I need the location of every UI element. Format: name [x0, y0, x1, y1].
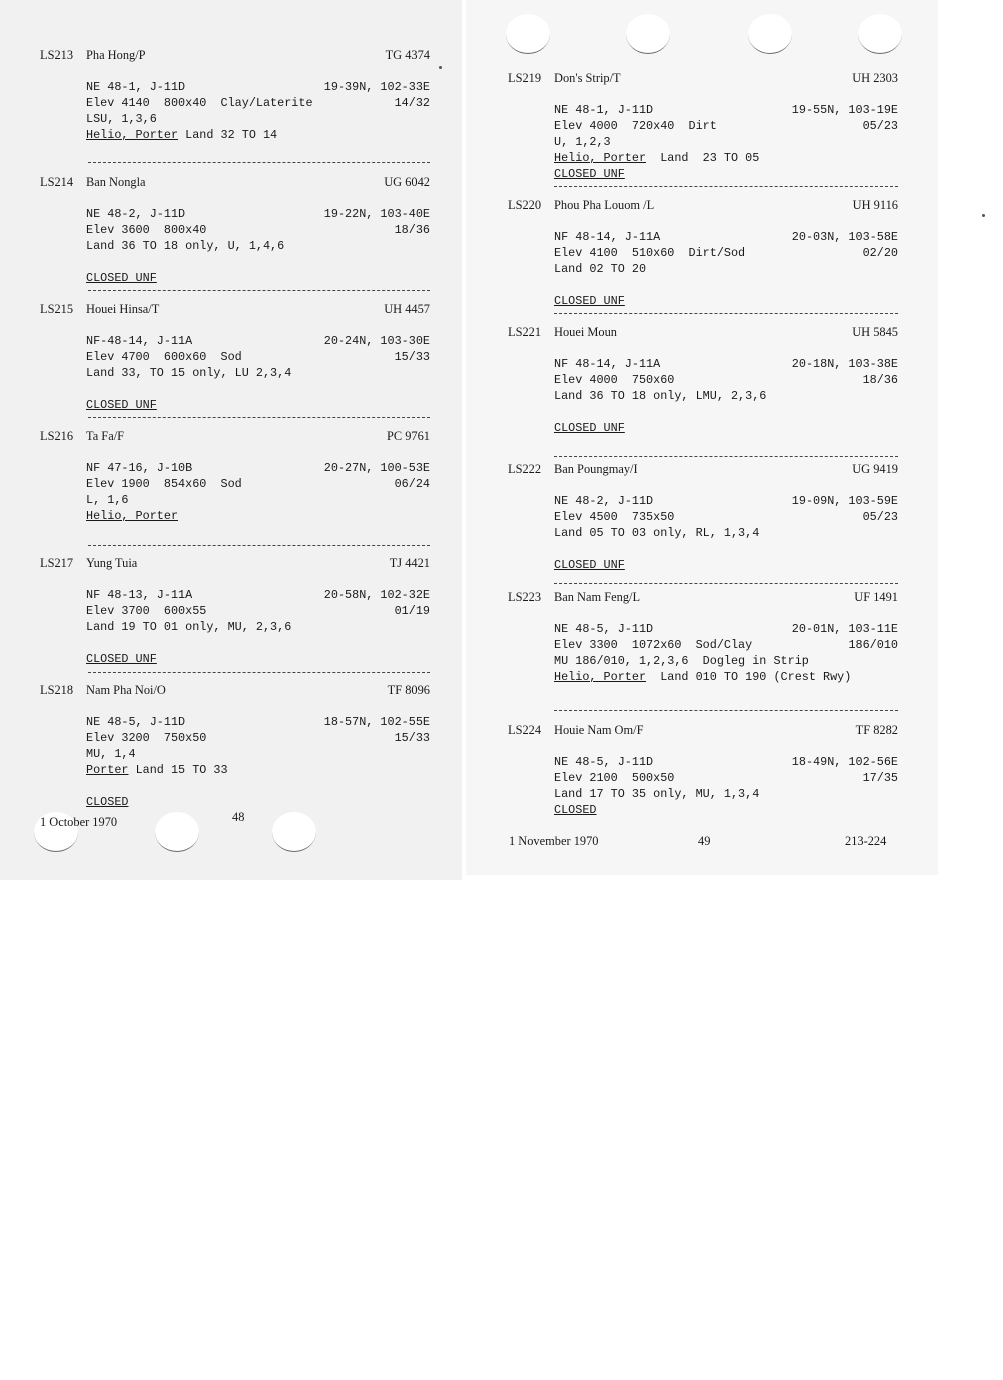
- detail-line: [86, 746, 430, 762]
- grid-reference: UH 9116: [852, 198, 898, 212]
- detail-line: [554, 509, 898, 525]
- status-closed: CLOSED UNF: [554, 167, 625, 181]
- dashed-separator: [554, 710, 898, 711]
- detail-text: Elev 3200 750x50: [86, 731, 207, 745]
- detail-text: Elev 4000 750x60: [554, 373, 675, 387]
- coordinates: 19-55N, 103-19E: [791, 103, 898, 117]
- airstrip-entry-ls224: [508, 722, 898, 818]
- grid-reference: UG 6042: [384, 175, 430, 189]
- detail-line: [554, 525, 898, 541]
- runway-headings: 14/32: [394, 96, 430, 110]
- airstrip-entry-ls215: [40, 301, 430, 413]
- detail-line: [554, 372, 898, 388]
- detail-line: [86, 397, 430, 413]
- site-id: LS223: [508, 590, 542, 604]
- aircraft-types: Helio, Porter: [86, 128, 179, 142]
- grid-reference: TJ 4421: [389, 556, 430, 570]
- detail-text: Land 010 TO 190 (Crest Rwy): [646, 670, 852, 684]
- site-id: LS218: [40, 683, 74, 697]
- entry-details: [554, 356, 898, 436]
- detail-line: [86, 222, 430, 238]
- grid-reference: UF 1491: [854, 590, 898, 604]
- detail-text: Land 36 TO 18 only, LMU, 2,3,6: [554, 389, 767, 403]
- airstrip-entry-ls223: [508, 589, 898, 685]
- detail-line: [86, 762, 430, 778]
- entry-details: [554, 754, 898, 818]
- detail-text: Land 32 TO 14: [178, 128, 278, 142]
- detail-text: Elev 4500 735x50: [554, 510, 675, 524]
- detail-line: [86, 111, 430, 127]
- site-name: Houie Nam Om/F: [554, 723, 644, 737]
- dashed-separator: [88, 417, 430, 418]
- detail-line: [554, 166, 898, 182]
- detail-text: Land 33, TO 15 only, LU 2,3,4: [86, 366, 292, 380]
- detail-text: MU 186/010, 1,2,3,6 Dogleg in Strip: [554, 654, 809, 668]
- dashed-separator: [554, 313, 898, 314]
- detail-line: [86, 476, 430, 492]
- detail-line: [554, 637, 898, 653]
- site-id: LS221: [508, 325, 542, 339]
- detail-line: [554, 102, 898, 118]
- airstrip-entry-ls220: [508, 197, 898, 309]
- runway-headings: 17/35: [862, 771, 898, 785]
- detail-text: U, 1,2,3: [554, 135, 611, 149]
- entry-header: [508, 589, 898, 605]
- detail-line: [554, 388, 898, 404]
- runway-headings: 15/33: [394, 350, 430, 364]
- site-id: LS217: [40, 556, 74, 570]
- detail-text: NF 48-14, J-11A: [554, 230, 661, 244]
- entry-details: [86, 460, 430, 524]
- detail-line: [86, 365, 430, 381]
- status-closed: CLOSED: [86, 795, 129, 809]
- status-closed: CLOSED UNF: [554, 294, 625, 308]
- entry-header: [40, 682, 430, 698]
- detail-line: [86, 635, 430, 651]
- detail-text: NE 48-5, J-11D: [86, 715, 186, 729]
- detail-line: [86, 492, 430, 508]
- site-id: LS213: [40, 48, 74, 62]
- entry-header: [40, 301, 430, 317]
- entry-details: [86, 714, 430, 810]
- coordinates: 20-27N, 100-53E: [323, 461, 430, 475]
- dashed-separator: [88, 672, 430, 673]
- detail-line: [554, 356, 898, 372]
- grid-reference: TF 8282: [855, 723, 898, 737]
- dashed-separator: [88, 290, 430, 291]
- detail-line: [86, 714, 430, 730]
- punch-hole-right-1: [506, 14, 550, 54]
- site-id: LS222: [508, 462, 542, 476]
- site-name: Phou Pha Louom /L: [554, 198, 655, 212]
- coordinates: 20-01N, 103-11E: [791, 622, 898, 636]
- site-id: LS220: [508, 198, 542, 212]
- entry-header: [508, 324, 898, 340]
- detail-text: Land 17 TO 35 only, MU, 1,3,4: [554, 787, 760, 801]
- detail-text: Elev 4140 800x40 Clay/Laterite: [86, 96, 313, 110]
- coordinates: 19-22N, 103-40E: [323, 207, 430, 221]
- detail-line: [86, 254, 430, 270]
- site-id: LS216: [40, 429, 74, 443]
- detail-line: [86, 778, 430, 794]
- dashed-separator: [88, 545, 430, 546]
- detail-line: [554, 245, 898, 261]
- detail-line: [554, 134, 898, 150]
- detail-text: MU, 1,4: [86, 747, 136, 761]
- status-closed: CLOSED UNF: [86, 652, 157, 666]
- detail-line: [86, 95, 430, 111]
- status-closed: CLOSED UNF: [554, 421, 625, 435]
- detail-text: NF 48-13, J-11A: [86, 588, 193, 602]
- runway-headings: 18/36: [862, 373, 898, 387]
- airstrip-entry-ls216: [40, 428, 430, 524]
- airstrip-entry-ls217: [40, 555, 430, 667]
- detail-line: [86, 587, 430, 603]
- entry-header: [508, 70, 898, 86]
- detail-line: [554, 669, 898, 685]
- detail-text: Elev 2100 500x50: [554, 771, 675, 785]
- right-footer-page-number: 49: [698, 834, 711, 848]
- detail-line: [554, 754, 898, 770]
- grid-reference: TF 8096: [387, 683, 430, 697]
- detail-line: [86, 460, 430, 476]
- entry-header: [508, 197, 898, 213]
- site-name: Ban Nongla: [86, 175, 146, 189]
- punch-hole-right-2: [626, 14, 670, 54]
- runway-headings: 01/19: [394, 604, 430, 618]
- entry-details: [86, 333, 430, 413]
- site-id: LS215: [40, 302, 74, 316]
- detail-text: Land 19 TO 01 only, MU, 2,3,6: [86, 620, 292, 634]
- status-closed: CLOSED UNF: [554, 558, 625, 572]
- detail-line: [554, 229, 898, 245]
- detail-line: [86, 619, 430, 635]
- left-footer-date: 1 October 1970: [40, 815, 118, 829]
- site-name: Ban Nam Feng/L: [554, 590, 641, 604]
- detail-text: NE 48-1, J-11D: [554, 103, 654, 117]
- site-name: Ta Fa/F: [86, 429, 125, 443]
- aircraft-types: Helio, Porter: [554, 151, 647, 165]
- detail-text: Elev 3300 1072x60 Sod/Clay: [554, 638, 753, 652]
- detail-text: Land 23 TO 05: [646, 151, 760, 165]
- site-name: Nam Pha Noi/O: [86, 683, 166, 697]
- runway-headings: 05/23: [862, 510, 898, 524]
- detail-text: Land 15 TO 33: [128, 763, 228, 777]
- entry-header: [508, 722, 898, 738]
- coordinates: 20-03N, 103-58E: [791, 230, 898, 244]
- dashed-separator: [554, 456, 898, 457]
- punch-hole-right-4: [858, 14, 902, 54]
- detail-line: [554, 277, 898, 293]
- detail-line: [86, 730, 430, 746]
- entry-details: [554, 229, 898, 309]
- detail-text: NF-48-14, J-11A: [86, 334, 193, 348]
- detail-line: [86, 206, 430, 222]
- detail-line: [86, 333, 430, 349]
- detail-line: [86, 127, 430, 143]
- paper-speck: [982, 214, 985, 217]
- detail-line: [554, 261, 898, 277]
- entry-details: [86, 587, 430, 667]
- status-closed: CLOSED UNF: [86, 271, 157, 285]
- detail-line: [86, 651, 430, 667]
- detail-text: L, 1,6: [86, 493, 129, 507]
- site-name: Don's Strip/T: [554, 71, 621, 85]
- runway-headings: 05/23: [862, 119, 898, 133]
- detail-line: [554, 118, 898, 134]
- detail-line: [554, 802, 898, 818]
- coordinates: 20-58N, 102-32E: [323, 588, 430, 602]
- detail-text: LSU, 1,3,6: [86, 112, 157, 126]
- detail-line: [86, 270, 430, 286]
- coordinates: 19-09N, 103-59E: [791, 494, 898, 508]
- entry-header: [40, 428, 430, 444]
- detail-line: [554, 653, 898, 669]
- detail-line: [554, 557, 898, 573]
- airstrip-entry-ls213: [40, 47, 430, 143]
- detail-text: Elev 1900 854x60 Sod: [86, 477, 242, 491]
- aircraft-types: Helio, Porter: [554, 670, 647, 684]
- grid-reference: PC 9761: [386, 429, 430, 443]
- entry-details: [86, 206, 430, 286]
- detail-line: [86, 508, 430, 524]
- detail-text: NE 48-5, J-11D: [554, 755, 654, 769]
- airstrip-entry-ls214: [40, 174, 430, 286]
- entry-header: [40, 555, 430, 571]
- coordinates: 18-57N, 102-55E: [323, 715, 430, 729]
- site-name: Houei Hinsa/T: [86, 302, 160, 316]
- runway-headings: 186/010: [848, 638, 898, 652]
- detail-line: [554, 293, 898, 309]
- detail-line: [554, 786, 898, 802]
- grid-reference: UH 5845: [852, 325, 898, 339]
- detail-line: [554, 621, 898, 637]
- status-closed: CLOSED: [554, 803, 597, 817]
- entry-header: [40, 47, 430, 63]
- detail-line: [86, 603, 430, 619]
- punch-hole-left-2: [155, 812, 199, 852]
- airstrip-entry-ls222: [508, 461, 898, 573]
- aircraft-types: Porter: [86, 763, 129, 777]
- site-name: Houei Moun: [554, 325, 617, 339]
- runway-headings: 18/36: [394, 223, 430, 237]
- coordinates: 18-49N, 102-56E: [791, 755, 898, 769]
- airstrip-entry-ls219: [508, 70, 898, 182]
- right-footer-range: 213-224: [845, 834, 887, 848]
- detail-text: Elev 3700 600x55: [86, 604, 207, 618]
- grid-reference: UG 9419: [852, 462, 898, 476]
- dashed-separator: [554, 186, 898, 187]
- site-name: Pha Hong/P: [86, 48, 146, 62]
- airstrip-entry-ls221: [508, 324, 898, 436]
- detail-text: NE 48-2, J-11D: [86, 207, 186, 221]
- site-name: Ban Poungmay/I: [554, 462, 638, 476]
- detail-text: NE 48-5, J-11D: [554, 622, 654, 636]
- detail-line: [554, 404, 898, 420]
- coordinates: 20-24N, 103-30E: [323, 334, 430, 348]
- entry-details: [554, 493, 898, 573]
- site-id: LS224: [508, 723, 542, 737]
- detail-line: [554, 493, 898, 509]
- detail-text: Elev 4100 510x60 Dirt/Sod: [554, 246, 746, 260]
- paper-speck: [439, 66, 442, 69]
- airstrip-entry-ls218: [40, 682, 430, 810]
- entry-details: [86, 79, 430, 143]
- dashed-separator: [554, 583, 898, 584]
- grid-reference: TG 4374: [385, 48, 430, 62]
- runway-headings: 02/20: [862, 246, 898, 260]
- detail-text: NE 48-1, J-11D: [86, 80, 186, 94]
- detail-line: [86, 794, 430, 810]
- site-id: LS219: [508, 71, 542, 85]
- detail-line: [554, 770, 898, 786]
- entry-header: [40, 174, 430, 190]
- detail-text: Elev 4000 720x40 Dirt: [554, 119, 717, 133]
- site-name: Yung Tuia: [86, 556, 138, 570]
- punch-hole-right-3: [748, 14, 792, 54]
- detail-line: [86, 238, 430, 254]
- site-id: LS214: [40, 175, 74, 189]
- coordinates: 19-39N, 102-33E: [323, 80, 430, 94]
- entry-header: [508, 461, 898, 477]
- aircraft-types: Helio, Porter: [86, 509, 179, 523]
- detail-line: [554, 150, 898, 166]
- detail-line: [86, 349, 430, 365]
- grid-reference: UH 4457: [384, 302, 430, 316]
- detail-line: [86, 381, 430, 397]
- runway-headings: 15/33: [394, 731, 430, 745]
- dashed-separator: [88, 162, 430, 163]
- right-footer-date: 1 November 1970: [509, 834, 599, 848]
- entry-details: [554, 621, 898, 685]
- grid-reference: UH 2303: [852, 71, 898, 85]
- left-footer-page-number: 48: [232, 810, 245, 824]
- detail-line: [86, 79, 430, 95]
- punch-hole-left-3: [272, 812, 316, 852]
- detail-text: Land 02 TO 20: [554, 262, 647, 276]
- detail-text: Land 05 TO 03 only, RL, 1,3,4: [554, 526, 760, 540]
- detail-text: Elev 4700 600x60 Sod: [86, 350, 242, 364]
- detail-text: NF 47-16, J-10B: [86, 461, 193, 475]
- detail-line: [554, 541, 898, 557]
- detail-text: NE 48-2, J-11D: [554, 494, 654, 508]
- detail-text: NF 48-14, J-11A: [554, 357, 661, 371]
- coordinates: 20-18N, 103-38E: [791, 357, 898, 371]
- status-closed: CLOSED UNF: [86, 398, 157, 412]
- entry-details: [554, 102, 898, 182]
- detail-text: Elev 3600 800x40: [86, 223, 207, 237]
- detail-text: Land 36 TO 18 only, U, 1,4,6: [86, 239, 285, 253]
- runway-headings: 06/24: [394, 477, 430, 491]
- detail-line: [554, 420, 898, 436]
